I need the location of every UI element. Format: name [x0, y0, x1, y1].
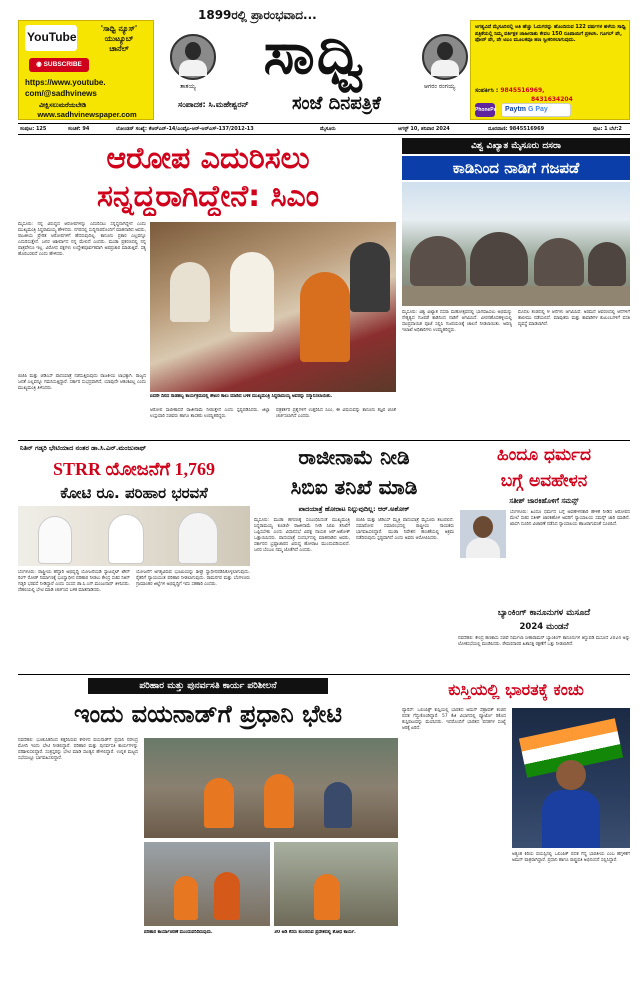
- lead-story: [18, 138, 398, 438]
- portrait-left: [170, 34, 216, 80]
- portrait-right: [422, 34, 468, 80]
- youtube-logo: YouTube: [25, 25, 77, 51]
- website-url[interactable]: www.sadhvinewspaper.com: [37, 110, 137, 119]
- masthead-title: ಸಾಧ್ವಿ: [263, 19, 367, 87]
- ad-contact: ಸಂಪರ್ಕಿಸಿ : 9845516969,: [475, 87, 545, 94]
- strr-body-col1: ಬೆಂಗಳೂರು: ರಾಷ್ಟ್ರೀಯ ಹೆದ್ದಾರಿ ಅಭಿವೃದ್ಧಿ ಯೋಜನೆಯಡಿ ಸ್ಯಾಟಲೈಟ್ ಟೌನ್ ರಿಂಗ್ ರೋಡ್ ನಿರ್ಮಾಣಕ್ಕೆ ಭೂಸ್ವಾಧೀನ ಪರಿಹಾರ ನೀಡಲು ಕೇಂದ್ರ ಸಚಿವ ನಿತಿನ್ ಗಡ್ಕರಿ ಭರವಸೆ ನೀಡಿದ್ದಾರೆ ಎಂದು ಸಂಸದ ಡಾ.ಸಿ.ಎನ್.ಮಂಜುನಾಥ್ ತಿಳಿಸಿದರು. ದೆಹಲಿಯಲ್ಲಿ ಭೇಟಿ ಮಾಡಿ ಚರ್ಚಿಸಿದ ಬಳಿಕ ಮಾತನಾಡಿದರು.: [18, 570, 130, 593]
- banking-subhead-line2: 2024 ಮಂಡನೆ: [519, 622, 569, 632]
- resign-story: [254, 442, 454, 672]
- resign-kicker: ಪಾದಯಾತ್ರೆ ಹೋರಾಟ ನಿಲ್ಲುವುದಿಲ್ಲ: ಆರ್.ಅಶೋಕ್: [298, 505, 410, 513]
- wrestling-body-col1: ಪ್ಯಾರಿಸ್: ಒಲಿಂಪಿಕ್ಸ್ ಕುಸ್ತಿಯಲ್ಲಿ ಭಾರತದ ಅಮನ್ ಸೆಹ್ರಾವತ್ ಕಂಚಿನ ಪದಕ ಗೆದ್ದುಕೊಂಡಿದ್ದಾರೆ. 57 ಕೆಜಿ ವಿಭಾಗದಲ್ಲಿ ಪ್ಯೂರ್ಟೊ ರಿಕೊದ ಕುಸ್ತಿಪಟುವನ್ನು ಮಣಿಸಿದರು. ಇದರೊಂದಿಗೆ ಭಾರತದ ಪದಕಗಳ ಸಂಖ್ಯೆ ಆರಕ್ಕೆ ಏರಿದೆ.: [402, 708, 506, 731]
- portrait-left-caption: ತಾತಯ್ಯ: [180, 83, 196, 90]
- dasara-headline: ಕಾಡಿನಿಂದ ನಾಡಿಗೆ ಗಜಪಡೆ: [402, 156, 630, 180]
- masthead-since: 1899ರಲ್ಲಿ ಪ್ರಾರಂಭವಾದ...: [198, 8, 317, 22]
- divider: [18, 674, 630, 675]
- lead-body-col2: ಆರೋಪ ಸಾಬೀತಾದರೆ ರಾಜೀನಾಮೆ ನೀಡುತ್ತೇನೆ ಎಂದು ಸ್ಪಷ್ಟಪಡಿಸಿದರು. ಜಿಲ್ಲಾ ಉಸ್ತುವಾರಿ ಸಚಿವರು ಹಾಗೂ ಶಾಸಕರು ಉಪಸ್ಥಿತರಿದ್ದರು.: [150, 408, 270, 419]
- ad-box: [470, 20, 630, 120]
- editor-line: ಸಂಪಾದಕ: ಸಿ.ಮಹೇಶ್ವರನ್: [178, 100, 249, 109]
- lead-photo-caption: ಐದನೇ ದಿನದ ನಾಡಹಬ್ಬ ಕಾರ್ಯಕ್ರಮದಲ್ಲಿ ಶೇಖರ ಕಾಲು ಮಾಡಿದ ಬಳಿಕ ಮುಖ್ಯಮಂತ್ರಿ ಸಿದ್ದರಾಮಯ್ಯ ಅವರನ್ನು ಸನ್ಮಾನಿಸಲಾಯಿತು.: [150, 394, 333, 399]
- resign-headline-line1: ರಾಜೀನಾಮೆ ನೀಡಿ: [298, 445, 410, 469]
- lead-headline-line2: ಸನ್ನದ್ಧರಾಗಿದ್ದೇನೆ: ಸಿಎಂ: [96, 179, 320, 214]
- wayanad-kicker: ಪರಿಹಾರ ಮತ್ತು ಪುನರ್ವಸತಿ ಕಾರ್ಯ ಪರಿಶೀಲನೆ: [88, 678, 328, 694]
- wayanad-body: ನವದೆಹಲಿ: ಭೂಕುಸಿತದಿಂದ ತತ್ತರಿಸಿರುವ ಕೇರಳದ ವಯನಾಡ್‌ಗೆ ಪ್ರಧಾನಿ ನರೇಂದ್ರ ಮೋದಿ ಇಂದು ಭೇಟಿ ನೀಡಲಿದ್ದಾರೆ. ಪರಿಹಾರ ಮತ್ತು ಪುನರ್ವಸತಿ ಕಾರ್ಯಗಳನ್ನು ಪರಿಶೀಲಿಸಲಿದ್ದಾರೆ. ಸಂತ್ರಸ್ತರನ್ನು ಭೇಟಿ ಮಾಡಿ ಸಾಂತ್ವನ ಹೇಳಲಿದ್ದಾರೆ. ಉನ್ನತ ಮಟ್ಟದ ಸಭೆಯಲ್ಲೂ ಭಾಗವಹಿಸಲಿದ್ದಾರೆ.: [18, 738, 138, 761]
- masthead-subtitle: ಸಂಜೆ ದಿನಪತ್ರಿಕೆ: [292, 93, 381, 114]
- resign-body-col2: ಬಿಜೆಪಿ ಮತ್ತು ಜೆಡಿಎಸ್ ಮೈತ್ರಿ ಪಾದಯಾತ್ರೆ ಮೈಸೂರು ತಲುಪಲಿದೆ. ಸಮಾರೋಪ ಸಮಾರಂಭದಲ್ಲಿ ರಾಷ್ಟ್ರೀಯ ನಾಯಕರು ಭಾಗವಹಿಸಲಿದ್ದಾರೆ. ಮುಡಾ ನಿವೇಶನ ಹಂಚಿಕೆಯಲ್ಲಿ ಅಕ್ರಮ ನಡೆದಿರುವುದು ಸ್ಪಷ್ಟವಾಗಿದೆ ಎಂದು ಅವರು ಆರೋಪಿಸಿದರು.: [356, 518, 454, 541]
- rescue-photo-2: [144, 842, 270, 926]
- dateline-bar: ಸಂಪುಟ: 125 ಸಂಚಿಕೆ: 94 ಲೋಂಡನ್ ಸಂಖ್ಯೆ: ಕೆಆರ್‌ಎನ್-14/ಎಂವೈಎ-ಆರ್-ಆರ್‌ಎಸ್-137/2012-13 ಮೈಸೂರು ಆಗಸ್ಟ್ 10, ಶನಿವಾರ 2024 ದೂರವಾಣಿ: 9845516969 ಪುಟ: 1 ಬೆಲೆ:2: [18, 123, 630, 135]
- portrait-right-caption: ಆಗರಂ ರಂಗಯ್ಯ: [424, 83, 456, 90]
- strr-headline-line1: STRR ಯೋಜನೆಗೆ 1,769: [53, 459, 215, 479]
- header: [0, 0, 640, 128]
- wayanad-story: [18, 676, 398, 986]
- lead-body-col3: ಪತ್ರಕರ್ತರ ಪ್ರಶ್ನೆಗಳಿಗೆ ಉತ್ತರಿಸಿದ ಸಿಎಂ, ಈ ವಿಷಯವನ್ನು ಕಾನೂನು ತಜ್ಞರ ಜೊತೆ ಚರ್ಚಿಸಲಾಗಿದೆ ಎಂದರು.: [276, 408, 396, 419]
- ad-text: ಅಗತ್ಯವಿದೆ ಮೈಸೂರಿನಲ್ಲಿ ಅತಿ ಹೆಚ್ಚು ಓದುಗರನ್ನು ಹೊಂದಿರುವ 122 ವರ್ಷಗಳ ಹಳೆಯ ಸಾಧ್ವಿ ಪತ್ರಿಕೆಯಲ್ಲಿ ನಿಮ್ಮ ವರ್ತಿಕ್ಷಕ ಜಾಹೀರಾತು ಕೇವಲ 150 ರೂಪಾಯಿಗೆ ಪ್ರಕಟಿಸಿ. ಗೂಗಲ್ ಪೇ, ಫೋನ್ ಪೇ, ಪೇ ಟಿಎಂ ಮೂಲಕವೂ ಹಣ ಸ್ವೀಕರಿಸಲಾಗುವುದು.: [475, 24, 626, 44]
- ad-phone2: 8431634204: [531, 96, 573, 103]
- banking-subhead-line1: ಬ್ಯಾಂಕಿಂಗ್ ಕಾನೂನುಗಳ ಮಸೂದೆ: [497, 608, 591, 618]
- rescue-photo-1: [144, 738, 398, 838]
- elephants-photo: [402, 182, 630, 306]
- dasara-story: [402, 138, 630, 438]
- strr-story: [18, 442, 250, 672]
- hindu-body: ಬೆಂಗಳೂರು: ಹಿಂದೂ ಧರ್ಮದ ಬಗ್ಗೆ ಅವಹೇಳನಕಾರಿ ಹೇಳಿಕೆ ನೀಡಿದ ಆರೋಪದ ಮೇಲೆ ಸಚಿವ ಸತೀಶ್ ಜಾರಕಿಹೊಳಿ ಅವರಿಗೆ ನ್ಯಾಯಾಲಯ ಸಮನ್ಸ್ ಜಾರಿ ಮಾಡಿದೆ. ಖಾಸಗಿ ದೂರಿನ ವಿಚಾರಣೆ ನಡೆಸಿದ ನ್ಯಾಯಾಲಯ ಹಾಜರಾಗುವಂತೆ ಸೂಚಿಸಿದೆ.: [510, 510, 630, 527]
- lead-body-col1: ಮೈಸೂರು: ನನ್ನ ವಿರುದ್ಧದ ಆರೋಪಗಳನ್ನು ಎದುರಿಸಲು ಸನ್ನದ್ಧನಾಗಿದ್ದೇನೆ ಎಂದು ಮುಖ್ಯಮಂತ್ರಿ ಸಿದ್ದರಾಮಯ್ಯ ಹೇಳಿದರು. ನಗರದಲ್ಲಿ ಸುದ್ದಿಗಾರರೊಂದಿಗೆ ಮಾತನಾಡಿದ ಅವರು, ರಾಜಕೀಯ ಪ್ರೇರಿತ ಆರೋಪಗಳಿಗೆ ಹೆದರುವುದಿಲ್ಲ. ಕಾನೂನು ಪ್ರಕಾರ ಎಲ್ಲವನ್ನೂ ಎದುರಿಸುತ್ತೇನೆ. ಜನರ ಆಶೀರ್ವಾದ ನನ್ನ ಮೇಲಿದೆ ಎಂದರು. ಮುಡಾ ಪ್ರಕರಣದಲ್ಲಿ ನನ್ನ ಪಾತ್ರವೇನೂ ಇಲ್ಲ. ವಿರೋಧ ಪಕ್ಷಗಳು ಉದ್ದೇಶಪೂರ್ವಕವಾಗಿ ಅಪಪ್ರಚಾರ ಮಾಡುತ್ತಿವೆ. ಸತ್ಯ ಹೊರಬರಲಿದೆ ಎಂದು ಹೇಳಿದರು.: [18, 222, 146, 257]
- rescue-photo-3: [274, 842, 398, 926]
- strr-headline-line2: ಕೋಟಿ ರೂ. ಪರಿಹಾರ ಭರವಸೆ: [60, 484, 208, 502]
- wrestling-headline: ಕುಸ್ತಿಯಲ್ಲಿ ಭಾರತಕ್ಕೆ ಕಂಚು: [448, 680, 584, 699]
- resign-headline-line2: ಸಿಬಿಐ ತನಿಖೆ ಮಾಡಿ: [290, 475, 418, 499]
- hindu-headline-line2: ಬಗ್ಗೆ ಅವಹೇಳನ: [500, 471, 588, 491]
- wayanad-caption-1: ಪರಿಹಾರ ಕಾರ್ಯಾಚರಣೆ ಮುಂದುವರಿದಿರುವುದು.: [144, 930, 213, 935]
- dasara-body-col1: ಮೈಸೂರು: ವಿಶ್ವ ವಿಖ್ಯಾತ ದಸರಾ ಮಹೋತ್ಸವದಲ್ಲಿ ಭಾಗವಹಿಸಲು ಅಭಿಮನ್ಯು ನೇತೃತ್ವದ ಗಜಪಡೆ ಕಾಡಿನಿಂದ ನಾಡಿಗೆ ಆಗಮಿಸಿದೆ. ವೀರನಹೊಸಹಳ್ಳಿಯಲ್ಲಿ ಸಾಂಪ್ರದಾಯಿಕ ಪೂಜೆ ಸಲ್ಲಿಸಿ ಗಜಪಯಣಕ್ಕೆ ಚಾಲನೆ ನೀಡಲಾಯಿತು. ಅರಣ್ಯ ಇಲಾಖೆ ಅಧಿಕಾರಿಗಳು ಉಪಸ್ಥಿತರಿದ್ದರು.: [402, 310, 512, 333]
- hindu-headline-line1: ಹಿಂದೂ ಧರ್ಮದ: [497, 445, 591, 465]
- banking-body: ನವದೆಹಲಿ: ಕೇಂದ್ರ ಹಣಕಾಸು ಸಚಿವೆ ನಿರ್ಮಲಾ ಸೀತಾರಾಮನ್ ಬ್ಯಾಂಕಿಂಗ್ ಕಾನೂನುಗಳ ತಿದ್ದುಪಡಿ ಮಸೂದೆ 2024 ಅನ್ನು ಲೋಕಸಭೆಯಲ್ಲಿ ಮಂಡಿಸಿದರು. ಠೇವಣಿದಾರರ ಹಿತಾಸಕ್ತಿ ರಕ್ಷಣೆಗೆ ಒತ್ತು ನೀಡಲಾಗಿದೆ.: [458, 636, 630, 647]
- resign-body-col1: ಮೈಸೂರು: ಮುಡಾ ಹಗರಣಕ್ಕೆ ಸಂಬಂಧಿಸಿದಂತೆ ಮುಖ್ಯಮಂತ್ರಿ ಸಿದ್ದರಾಮಯ್ಯ ಕೂಡಲೇ ರಾಜೀನಾಮೆ ನೀಡಿ ಸಿಬಿಐ ತನಿಖೆಗೆ ಒಪ್ಪಿಸಬೇಕು ಎಂದು ವಿಧಾನಸಭೆ ವಿಪಕ್ಷ ನಾಯಕ ಆರ್.ಅಶೋಕ್ ಒತ್ತಾಯಿಸಿದರು. ಪಾದಯಾತ್ರೆ ಸಂದರ್ಭದಲ್ಲಿ ಮಾತನಾಡಿದ ಅವರು, ಸರ್ಕಾರದ ಭ್ರಷ್ಟಾಚಾರದ ವಿರುದ್ಧ ಹೋರಾಟ ಮುಂದುವರಿಯಲಿದೆ. ಜನರ ಬೆಂಬಲ ನಮ್ಮ ಜೊತೆಗಿದೆ ಎಂದರು.: [254, 518, 350, 553]
- youtube-channel-text: 'ಸಾಧ್ವಿ ನ್ಯೂಸ್' ಯುಟ್ಯೂಬ್ ಚಾನೆಲ್: [100, 24, 138, 53]
- satish-photo: [460, 510, 506, 558]
- hindu-story: [458, 442, 630, 672]
- youtube-promo: [18, 20, 154, 120]
- lead-headline-line1: ಆರೋಪ ಎದುರಿಸಲು: [106, 141, 310, 176]
- youtube-url[interactable]: https://www.youtube. com/@sadhvinews: [25, 78, 106, 98]
- subscribe-button[interactable]: ◉ SUBSCRIBE: [29, 58, 89, 72]
- strr-kicker: ನಿತಿನ್ ಗಡ್ಕರಿ ಭೇಟಿಯಾದ ನಂತರ ಡಾ.ಸಿ.ಎನ್.ಮಂಜುನಾಥ್: [20, 444, 147, 452]
- promo-note: ವೀಕ್ಷಿಸಲುಮರೆಯಬೇಡಿ: [39, 101, 87, 109]
- phonepe-logo: PhonePe: [475, 103, 495, 117]
- gadkari-photo: [18, 506, 250, 566]
- wrestling-body-col2: ಅತ್ಯಂತ ಕಿರಿಯ ವಯಸ್ಸಿನಲ್ಲಿ ಒಲಿಂಪಿಕ್ ಪದಕ ಗೆದ್ದ ಭಾರತೀಯ ಎಂಬ ಹೆಗ್ಗಳಿಕೆಗೆ ಅಮನ್ ಪಾತ್ರರಾಗಿದ್ದಾರೆ. ಪ್ರಧಾನಿ ಹಾಗೂ ರಾಷ್ಟ್ರಪತಿ ಅಭಿನಂದನೆ ಸಲ್ಲಿಸಿದ್ದಾರೆ.: [512, 852, 630, 863]
- divider: [18, 440, 630, 441]
- paytm-gpay-logo: Paytm G Pay: [501, 103, 571, 117]
- lead-body-col1b: ಬಿಜೆಪಿ ಮತ್ತು ಜೆಡಿಎಸ್ ಪಾದಯಾತ್ರೆ ನಡೆಸುತ್ತಿರುವುದು ರಾಜಕೀಯ ಲಾಭಕ್ಕಾಗಿ. ರಾಜ್ಯದ ಜನತೆ ಎಲ್ಲವನ್ನೂ ಗಮನಿಸುತ್ತಿದ್ದಾರೆ. ಸರ್ಕಾರ ಸುಭದ್ರವಾಗಿದೆ, ಯಾವುದೇ ಆತಂಕವಿಲ್ಲ ಎಂದು ಮುಖ್ಯಮಂತ್ರಿ ತಿಳಿಸಿದರು.: [18, 374, 146, 391]
- strr-body-col2: ಯೋಜನೆಗೆ ಅಗತ್ಯವಿರುವ ಭೂಮಿಯನ್ನು ಶೀಘ್ರ ಸ್ವಾಧೀನಪಡಿಸಿಕೊಳ್ಳಲಾಗುವುದು. ರೈತರಿಗೆ ನ್ಯಾಯಯುತ ಪರಿಹಾರ ನೀಡಲಾಗುವುದು. ರಾಮನಗರ ಮತ್ತು ಬೆಂಗಳೂರು ಗ್ರಾಮಾಂತರ ಜಿಲ್ಲೆಗಳ ಅಭಿವೃದ್ಧಿಗೆ ಇದು ಸಹಕಾರಿ ಎಂದರು.: [136, 570, 250, 587]
- dasara-banner: ವಿಶ್ವ ವಿಖ್ಯಾತ ಮೈಸೂರು ದಸರಾ: [402, 138, 630, 154]
- wrestling-story: [402, 676, 630, 986]
- dasara-body-col2: ಮೊದಲ ತಂಡದಲ್ಲಿ 9 ಆನೆಗಳು ಆಗಮಿಸಿವೆ. ಅರಮನೆ ಆವರಣದಲ್ಲಿ ಆನೆಗಳಿಗೆ ತಾಲೀಮು ನಡೆಯಲಿದೆ. ಮಾವುತರು ಮತ್ತು ಕಾವಾಡಿಗಳ ಕುಟುಂಬಗಳಿಗೆ ವಸತಿ ವ್ಯವಸ್ಥೆ ಮಾಡಲಾಗಿದೆ.: [518, 310, 630, 327]
- wayanad-caption-2: 30 ಅಡಿ ಕೆಸರು ತುಂಬಿರುವ ಪ್ರದೇಶದಲ್ಲಿ ಶೋಧ ಕಾರ್ಯ.: [274, 930, 356, 935]
- hindu-kicker: ಸತೀಶ್ ಜಾರಕಿಹೊಳಿಗೆ ಸಮನ್ಸ್: [509, 497, 579, 505]
- cm-photo: [150, 222, 396, 392]
- bell-icon: ◉: [36, 61, 42, 68]
- wrestler-photo: [512, 708, 630, 848]
- wayanad-headline: ಇಂದು ವಯನಾಡ್‌ಗೆ ಪ್ರಧಾನಿ ಭೇಟಿ: [73, 700, 343, 728]
